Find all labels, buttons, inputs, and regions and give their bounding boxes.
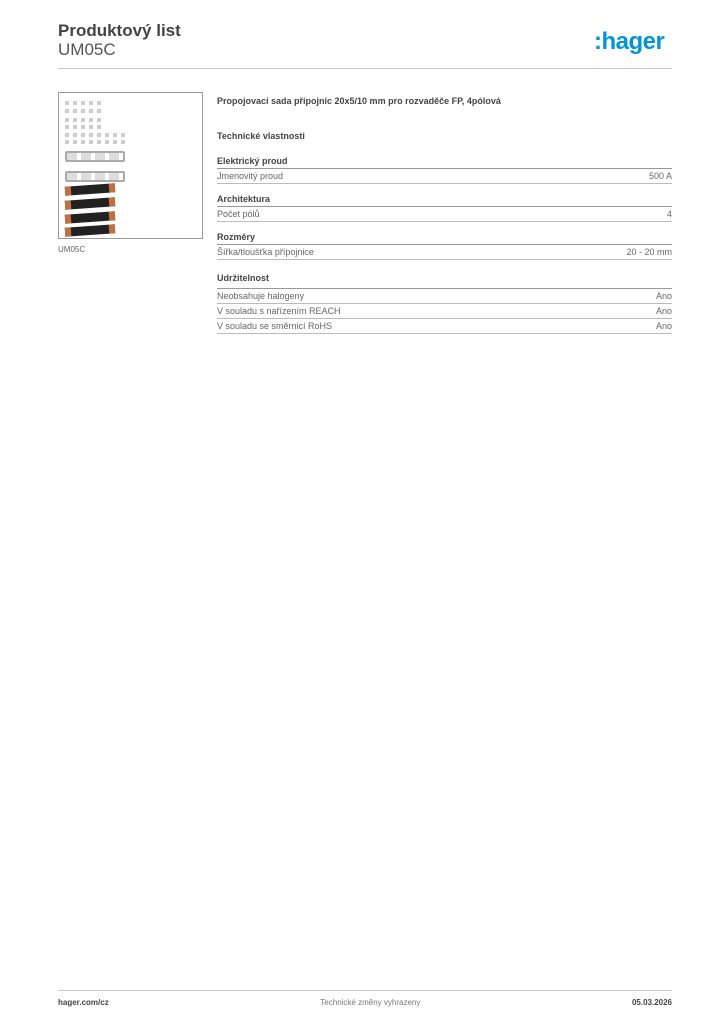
footer-website-link[interactable]: hager.com/cz [58, 998, 109, 1007]
group-title: Udržitelnost [217, 273, 672, 289]
group-architecture [217, 194, 672, 222]
spec-row [217, 169, 672, 184]
product-description: Propojovací sada přípojnic 20x5/10 mm pro rozvaděče FP, 4pólová [217, 96, 501, 106]
spec-label: Počet pólů [217, 209, 260, 219]
spec-label: V souladu se směrnicí RoHS [217, 321, 333, 331]
spec-label: Neobsahuje halogeny [217, 291, 305, 301]
spec-row [217, 319, 672, 334]
group-title: Rozměry [217, 232, 672, 245]
footer-notice: Technické změny vyhrazeny [320, 998, 421, 1007]
spec-value: Ano [655, 291, 672, 301]
footer-date: 05.03.2026 [631, 998, 672, 1007]
page-title: Produktový list [58, 21, 181, 40]
group-sustainability [217, 273, 672, 334]
spec-label: Šířka/tloušťka přípojnice [217, 247, 314, 257]
spec-row [217, 304, 672, 319]
spec-row [217, 245, 672, 260]
spec-label: V souladu s nařízením REACH [217, 306, 341, 316]
footer [58, 998, 672, 1007]
spec-value: Ano [655, 306, 672, 316]
product-code: UM05C [58, 40, 116, 59]
header-divider [58, 68, 672, 69]
footer-divider [58, 990, 672, 991]
hager-logo: :hager [594, 28, 665, 55]
spec-value: 20 - 20 mm [626, 247, 672, 257]
image-caption: UM05C [58, 245, 86, 254]
group-dimensions [217, 232, 672, 260]
group-title: Elektrický proud [217, 156, 672, 169]
group-title: Architektura [217, 194, 672, 207]
spec-value: 4 [666, 209, 672, 219]
spec-label: Jmenovitý proud [217, 171, 284, 181]
section-title: Technické vlastnosti [217, 131, 305, 141]
spec-row [217, 207, 672, 222]
spec-value: 500 A [648, 171, 672, 181]
group-electrical [217, 156, 672, 184]
spec-value: Ano [655, 321, 672, 331]
spec-row [217, 289, 672, 304]
product-image [58, 92, 203, 239]
